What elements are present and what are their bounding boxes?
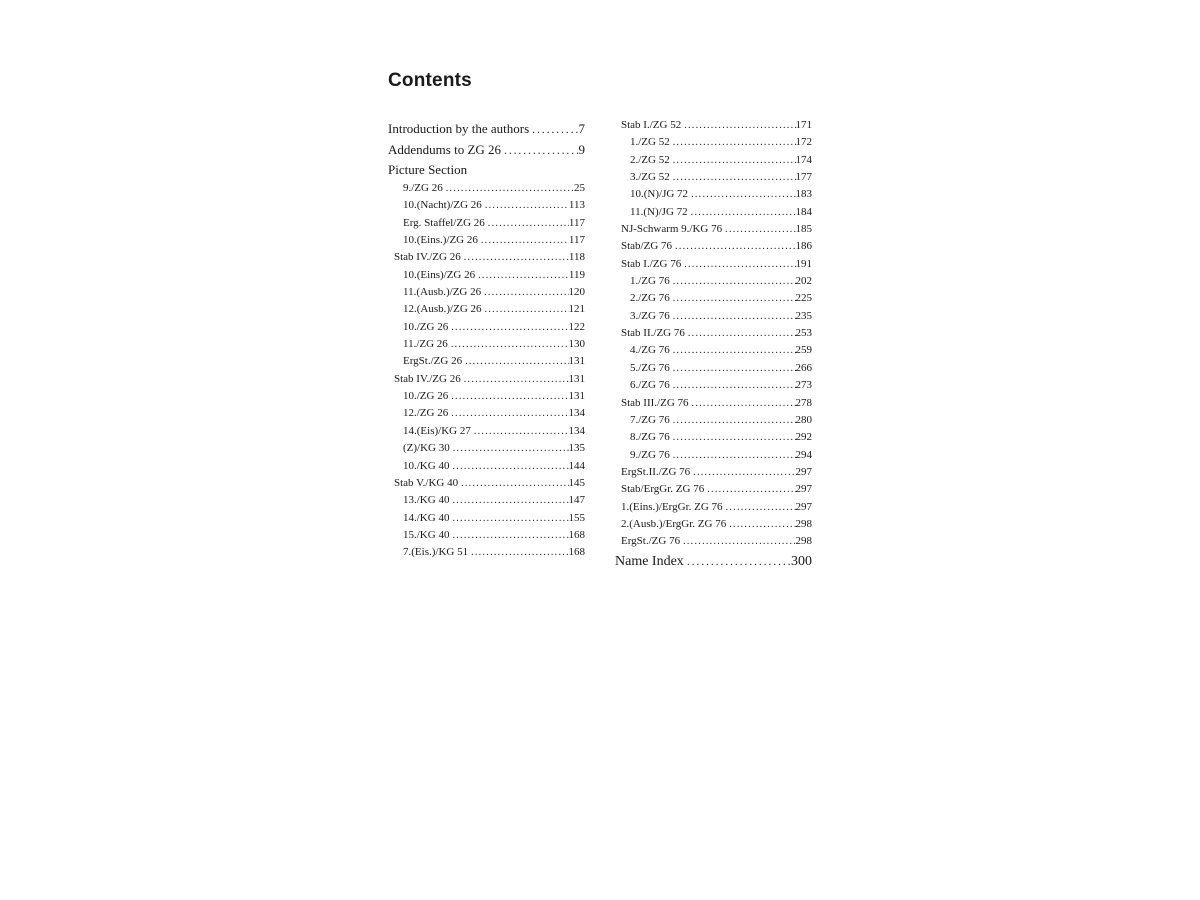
toc-entry-page: 235 (795, 309, 812, 322)
toc-entry-label: ErgSt./ZG 26 (403, 355, 463, 368)
toc-entry-label: 1./ZG 52 (630, 136, 670, 149)
dot-leader (501, 140, 578, 160)
dot-leader (672, 238, 795, 255)
toc-entry-page: 130 (568, 338, 585, 351)
toc-top-entries (388, 118, 585, 160)
toc-entry[interactable] (388, 405, 585, 422)
toc-entry-page: 168 (568, 528, 585, 541)
toc-entry-page: 155 (568, 511, 585, 524)
toc-entry-page: 120 (568, 286, 585, 299)
toc-entry-page: 297 (795, 500, 812, 513)
toc-entry[interactable] (388, 440, 585, 457)
toc-entry-page: 135 (568, 442, 585, 455)
toc-entry-label: 1./ZG 76 (630, 275, 670, 288)
toc-entry-label: 4./ZG 76 (630, 344, 670, 357)
toc-entry-label: 9./ZG 76 (630, 448, 670, 461)
toc-entry-page: 131 (568, 372, 585, 385)
toc-entry-label: 6./ZG 76 (630, 379, 670, 392)
toc-final-entry (615, 551, 812, 571)
toc-entry[interactable] (615, 256, 812, 273)
toc-entry-label: Stab I./ZG 76 (621, 257, 682, 270)
dot-leader (448, 388, 568, 405)
toc-entry-label: Stab/ErgGr. ZG 76 (621, 483, 705, 496)
dot-leader (475, 267, 569, 284)
toc-entry[interactable] (388, 423, 585, 440)
toc-entry[interactable] (615, 360, 812, 377)
toc-entry[interactable] (615, 308, 812, 325)
toc-left-column (388, 118, 585, 562)
dot-leader (462, 353, 568, 370)
toc-entry[interactable] (388, 180, 585, 197)
toc-entry-name-index[interactable] (615, 551, 812, 571)
toc-entry[interactable] (388, 249, 585, 266)
dot-leader (449, 492, 568, 509)
toc-entry-page: 174 (795, 153, 812, 166)
toc-entry-label: Stab III./ZG 76 (621, 396, 689, 409)
toc-entry-label: 2./ZG 76 (630, 292, 670, 305)
toc-entry-page: 298 (795, 535, 812, 548)
dot-leader (670, 290, 796, 307)
dot-leader (670, 429, 796, 446)
toc-entry-label: 3./ZG 76 (630, 309, 670, 322)
toc-entry[interactable] (615, 499, 812, 516)
toc-entry-label: Stab I./ZG 52 (621, 119, 682, 131)
toc-entry[interactable] (615, 429, 812, 446)
toc-entry-page: 297 (795, 465, 812, 478)
toc-entry-page: 118 (568, 251, 585, 264)
dot-leader (670, 152, 796, 169)
toc-entry-page: 292 (795, 431, 812, 444)
dot-leader (670, 169, 796, 186)
toc-entry-page: 191 (795, 257, 812, 270)
toc-entry[interactable] (615, 395, 812, 412)
toc-entry-label: 2./ZG 52 (630, 153, 670, 166)
toc-entry-label: 14./KG 40 (403, 511, 450, 524)
dot-leader (450, 440, 569, 457)
dot-leader (681, 256, 795, 273)
toc-entry[interactable] (388, 267, 585, 284)
dot-leader (449, 510, 568, 527)
toc-entry-page: 253 (795, 327, 812, 340)
toc-entry-label: Name Index (615, 553, 684, 569)
toc-entry-page: 300 (791, 553, 812, 569)
dot-leader (670, 360, 796, 377)
toc-entry-label: Addendums to ZG 26 (388, 142, 502, 157)
toc-entry-page: 122 (568, 320, 585, 333)
toc-entry[interactable] (388, 458, 585, 475)
dot-leader (482, 301, 569, 318)
dot-leader (458, 475, 568, 492)
dot-leader (461, 371, 569, 388)
toc-entry-page: 297 (795, 483, 812, 496)
toc-entry-label: 7./ZG 76 (630, 413, 670, 426)
toc-entry-label: 8./ZG 76 (630, 431, 670, 444)
dot-leader (722, 221, 795, 238)
toc-entry-label: Stab/ZG 76 (621, 240, 673, 253)
toc-entry-page: 171 (795, 119, 812, 131)
toc-entry-page: 168 (568, 546, 585, 559)
toc-left-entries (388, 180, 585, 562)
toc-entry[interactable] (615, 169, 812, 186)
toc-entry-page: 185 (795, 223, 812, 236)
toc-right-column (615, 117, 812, 571)
toc-entry[interactable] (615, 134, 812, 151)
toc-entry-label: 2.(Ausb.)/ErgGr. ZG 76 (621, 517, 727, 530)
toc-entry-label: 7.(Eis.)/KG 51 (403, 546, 469, 559)
toc-entry[interactable] (615, 464, 812, 481)
dot-leader (449, 458, 568, 475)
dot-leader (670, 377, 796, 394)
toc-entry-page: 131 (568, 355, 585, 368)
toc-entry-label: 1.(Eins.)/ErgGr. ZG 76 (621, 500, 723, 513)
toc-entry[interactable] (615, 221, 812, 238)
toc-entry-page: 186 (795, 240, 812, 253)
toc-entry[interactable] (615, 186, 812, 203)
toc-entry[interactable] (388, 544, 585, 561)
toc-entry[interactable] (615, 238, 812, 255)
toc-entry-page: 183 (795, 188, 812, 201)
toc-entry[interactable] (615, 481, 812, 498)
toc-entry[interactable] (615, 152, 812, 169)
toc-entry[interactable] (615, 377, 812, 394)
dot-leader (670, 308, 796, 325)
toc-entry-label: ErgSt./ZG 76 (621, 535, 681, 548)
toc-entry-label: 15./KG 40 (403, 528, 450, 541)
dot-leader (471, 423, 569, 440)
toc-right-entries (615, 117, 812, 551)
dot-leader (449, 527, 568, 544)
toc-entry[interactable] (615, 204, 812, 221)
dot-leader (670, 273, 796, 290)
dot-leader (726, 516, 795, 533)
toc-entry[interactable] (388, 319, 585, 336)
toc-entry[interactable] (388, 336, 585, 353)
toc-entry[interactable] (388, 284, 585, 301)
toc-entry[interactable] (615, 412, 812, 429)
toc-entry-label: 10./ZG 26 (403, 390, 449, 403)
toc-entry-page: 294 (795, 448, 812, 461)
dot-leader (482, 197, 569, 214)
toc-entry-page: 113 (568, 199, 585, 212)
toc-entry[interactable] (388, 215, 585, 232)
picture-section-heading: Picture Section (388, 162, 468, 177)
toc-entry-label: Stab II./ZG 76 (621, 327, 685, 340)
dot-leader (670, 447, 796, 464)
toc-entry-page: 145 (568, 476, 585, 489)
toc-entry-page: 298 (795, 517, 812, 530)
toc-entry-label: 13./KG 40 (403, 494, 450, 507)
toc-entry-label: 9./ZG 26 (403, 182, 443, 194)
dot-leader (723, 499, 796, 516)
toc-entry-page: 278 (795, 396, 812, 409)
toc-entry-page: 117 (568, 234, 585, 247)
toc-entry[interactable] (615, 533, 812, 550)
toc-entry-label: 12./ZG 26 (403, 407, 449, 420)
dot-leader (690, 464, 795, 481)
toc-entry-page: 121 (568, 303, 585, 316)
toc-entry-page: 225 (795, 292, 812, 305)
toc-entry-label: Stab IV./ZG 26 (394, 372, 461, 385)
toc-entry-label: 5./ZG 76 (630, 361, 670, 374)
toc-entry-major[interactable] (388, 139, 585, 160)
dot-leader (670, 134, 796, 151)
dot-leader (689, 395, 796, 412)
dot-leader (448, 336, 569, 353)
dot-leader (670, 342, 796, 359)
toc-entry-page: 119 (568, 268, 585, 281)
toc-entry-label: Erg. Staffel/ZG 26 (403, 216, 485, 229)
toc-entry-page: 134 (568, 424, 585, 437)
toc-entry-label: 10./ZG 26 (403, 320, 449, 333)
toc-entry-label: Stab IV./ZG 26 (394, 251, 461, 264)
toc-entry[interactable] (388, 371, 585, 388)
toc-entry-label: 14.(Eis)/KG 27 (403, 424, 471, 437)
toc-entry-page: 9 (578, 142, 585, 157)
toc-entry-page: 177 (795, 171, 812, 184)
dot-leader (688, 186, 795, 203)
dot-leader (478, 232, 569, 249)
toc-entry[interactable] (388, 353, 585, 370)
dot-leader (481, 284, 568, 301)
toc-entry-page: 184 (795, 205, 812, 218)
toc-entry-page: 273 (795, 379, 812, 392)
dot-leader (461, 249, 569, 266)
toc-entry-page: 280 (795, 413, 812, 426)
toc-entry-page: 7 (578, 121, 585, 136)
dot-leader (468, 544, 568, 561)
toc-entry-label: 10.(N)/JG 72 (630, 188, 689, 201)
toc-entry-label: 10.(Nacht)/ZG 26 (403, 199, 482, 212)
dot-leader (529, 119, 578, 139)
toc-entry[interactable] (615, 290, 812, 307)
toc-entry[interactable] (388, 510, 585, 527)
toc-entry[interactable] (388, 492, 585, 509)
toc-entry-page: 134 (568, 407, 585, 420)
toc-entry-page: 144 (568, 459, 585, 472)
toc-entry[interactable] (615, 117, 812, 134)
toc-entry-label: 3./ZG 52 (630, 171, 670, 184)
dot-leader (670, 412, 796, 429)
dot-leader (704, 481, 795, 498)
toc-entry-page: 259 (795, 344, 812, 357)
toc-entry-page: 117 (568, 216, 585, 229)
toc-entry[interactable] (388, 527, 585, 544)
toc-entry-label: Introduction by the authors (388, 121, 530, 136)
toc-entry-major[interactable] (388, 118, 585, 139)
toc-entry-label: 11.(N)/JG 72 (630, 205, 688, 218)
toc-entry-label: 10.(Eins)/ZG 26 (403, 268, 476, 281)
toc-entry[interactable] (615, 273, 812, 290)
toc-entry-label: 10.(Eins.)/ZG 26 (403, 234, 478, 247)
toc-entry-label: Stab V./KG 40 (394, 476, 459, 489)
toc-entry-page: 25 (574, 182, 585, 194)
toc-entry[interactable] (615, 447, 812, 464)
toc-entry-label: ErgSt.II./ZG 76 (621, 465, 691, 478)
dot-leader (685, 325, 796, 342)
dot-leader (688, 204, 796, 221)
toc-entry[interactable] (615, 325, 812, 342)
toc-entry-label: (Z)/KG 30 (403, 442, 450, 455)
dot-leader (485, 215, 569, 232)
toc-entry-page: 131 (568, 390, 585, 403)
toc-entry-label: 12.(Ausb.)/ZG 26 (403, 303, 482, 316)
toc-entry[interactable] (388, 301, 585, 318)
toc-entry-page: 266 (795, 361, 812, 374)
toc-entry[interactable] (615, 342, 812, 359)
page-title: Contents (388, 70, 472, 91)
toc-entry-page: 147 (568, 494, 585, 507)
toc-entry-page: 202 (795, 275, 812, 288)
toc-entry-label: 11./ZG 26 (403, 338, 448, 351)
toc-entry[interactable] (388, 475, 585, 492)
toc-entry-label: NJ-Schwarm 9./KG 76 (621, 223, 723, 236)
toc-entry-page: 172 (795, 136, 812, 149)
dot-leader (448, 405, 568, 422)
dot-leader (684, 551, 791, 571)
dot-leader (448, 319, 568, 336)
toc-entry-label: 10./KG 40 (403, 459, 450, 472)
toc-entry-label: 11.(Ausb.)/ZG 26 (403, 286, 482, 299)
toc-entry[interactable] (388, 197, 585, 214)
dot-leader (443, 180, 574, 197)
dot-leader (680, 533, 795, 550)
toc-entry[interactable] (615, 516, 812, 533)
toc-entry[interactable] (388, 388, 585, 405)
dot-leader (681, 117, 795, 134)
toc-entry[interactable] (388, 232, 585, 249)
